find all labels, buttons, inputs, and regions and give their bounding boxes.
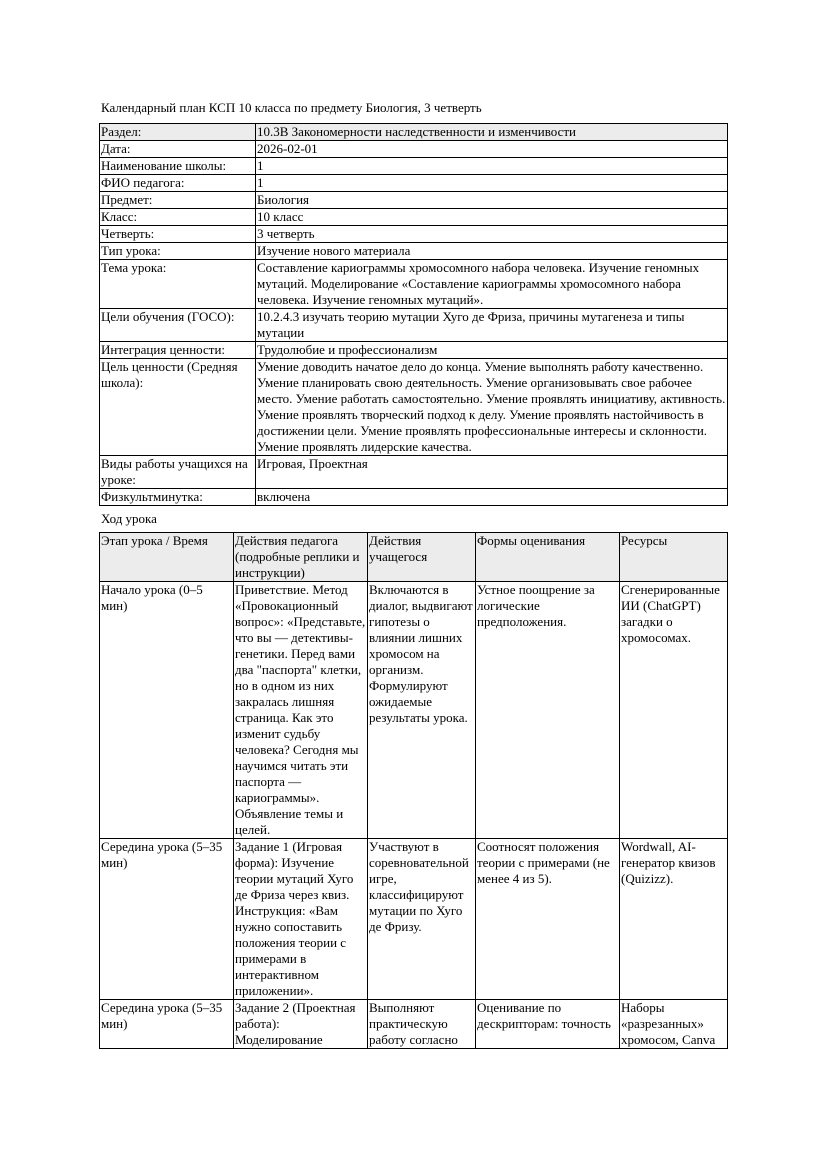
info-value: включена: [256, 489, 728, 506]
info-key: Наименование школы:: [100, 158, 256, 175]
info-key: Физкультминутка:: [100, 489, 256, 506]
lesson-plan-table: [99, 532, 728, 1049]
plan-cell: Задание 1 (Игровая форма): Изучение теории мутаций Хуго де Фриза через квиз. Инструкция: «Вам нужно сопоставить положения теории с примерами в интерактивном приложении».: [234, 839, 368, 1000]
info-row: [100, 124, 728, 141]
plan-header-cell: Формы оценивания: [476, 533, 620, 582]
plan-header-cell: Действия учащегося: [368, 533, 476, 582]
plan-header-row: [100, 533, 728, 582]
info-row: [100, 309, 728, 342]
section-label-lesson-flow: Ход урока: [101, 511, 157, 526]
info-row: [100, 243, 728, 260]
info-key: Цели обучения (ГОСО):: [100, 309, 256, 342]
info-value: 10.2.4.3 изучать теорию мутации Хуго де Фриза, причины мутагенеза и типы мутации: [256, 309, 728, 342]
info-row: [100, 342, 728, 359]
info-row: [100, 192, 728, 209]
info-row: [100, 226, 728, 243]
plan-header-cell: Действия педагога (подробные реплики и инструкции): [234, 533, 368, 582]
info-value: Игровая, Проектная: [256, 456, 728, 489]
info-key: Дата:: [100, 141, 256, 158]
plan-cell: Начало урока (0–5 мин): [100, 582, 234, 839]
info-value: 1: [256, 175, 728, 192]
info-key: Цель ценности (Средняя школа):: [100, 359, 256, 456]
plan-cell: Середина урока (5–35 мин): [100, 1000, 234, 1049]
lesson-info-table: [99, 123, 728, 506]
info-value: Составление кариограммы хромосомного набора человека. Изучение геномных мутаций. Моделирование «Составление кариограммы хромосомного набора человека. Изучение геномных мутаций».: [256, 260, 728, 309]
plan-cell: Выполняют практическую работу согласно: [368, 1000, 476, 1049]
info-key: Четверть:: [100, 226, 256, 243]
plan-cell: Устное поощрение за логические предположения.: [476, 582, 620, 839]
plan-cell: Сгенерированные ИИ (ChatGPT) загадки о хромосомах.: [620, 582, 728, 839]
info-key: Интеграция ценности:: [100, 342, 256, 359]
info-row: [100, 141, 728, 158]
info-key: Раздел:: [100, 124, 256, 141]
info-key: Тип урока:: [100, 243, 256, 260]
info-value: 10.3В Закономерности наследственности и изменчивости: [256, 124, 728, 141]
plan-cell: Оценивание по дескрипторам: точность: [476, 1000, 620, 1049]
plan-row: [100, 582, 728, 839]
plan-cell: Задание 2 (Проектная работа): Моделирование: [234, 1000, 368, 1049]
plan-row: [100, 839, 728, 1000]
info-value: Биология: [256, 192, 728, 209]
plan-cell: Наборы «разрезанных» хромосом, Canva: [620, 1000, 728, 1049]
info-row: [100, 489, 728, 506]
info-row: [100, 209, 728, 226]
info-key: Предмет:: [100, 192, 256, 209]
info-value: 10 класс: [256, 209, 728, 226]
info-value: 2026-02-01: [256, 141, 728, 158]
plan-row: [100, 1000, 728, 1049]
info-value: Умение доводить начатое дело до конца. Умение выполнять работу качественно. Умение планировать свою деятельность. Умение организовывать свое рабочее место. Умение работать самостоятельно. Умение проявлять инициативу, активность. Умение проявлять творческий подход к делу. Умение проявлять настойчивость в достижении цели. Умение проявлять профессиональные интересы и склонности. Умение проявлять лидерские качества.: [256, 359, 728, 456]
info-key: Виды работы учащихся на уроке:: [100, 456, 256, 489]
plan-cell: Соотносят положения теории с примерами (не менее 4 из 5).: [476, 839, 620, 1000]
info-value: 3 четверть: [256, 226, 728, 243]
info-row: [100, 359, 728, 456]
page-title: Календарный план КСП 10 класса по предмету Биология, 3 четверть: [101, 100, 482, 115]
plan-cell: Приветствие. Метод «Провокационный вопрос»: «Представьте, что вы — детективы-генетики. Перед вами два "паспорта" клетки, но в одном из них закралась лишняя страница. Как это изменит судьбу человека? Сегодня мы научимся читать эти паспорта — кариограммы». Объявление темы и целей.: [234, 582, 368, 839]
info-row: [100, 456, 728, 489]
plan-header-cell: Этап урока / Время: [100, 533, 234, 582]
info-value: Изучение нового материала: [256, 243, 728, 260]
plan-cell: Wordwall, AI-генератор квизов (Quizizz).: [620, 839, 728, 1000]
info-key: ФИО педагога:: [100, 175, 256, 192]
info-key: Тема урока:: [100, 260, 256, 309]
info-value: 1: [256, 158, 728, 175]
plan-cell: Середина урока (5–35 мин): [100, 839, 234, 1000]
plan-header-cell: Ресурсы: [620, 533, 728, 582]
info-row: [100, 175, 728, 192]
plan-cell: Участвуют в соревновательной игре, классифицируют мутации по Хуго де Фризу.: [368, 839, 476, 1000]
info-value: Трудолюбие и профессионализм: [256, 342, 728, 359]
info-row: [100, 158, 728, 175]
info-row: [100, 260, 728, 309]
plan-cell: Включаются в диалог, выдвигают гипотезы о влиянии лишних хромосом на организм. Формулируют ожидаемые результаты урока.: [368, 582, 476, 839]
info-key: Класс:: [100, 209, 256, 226]
